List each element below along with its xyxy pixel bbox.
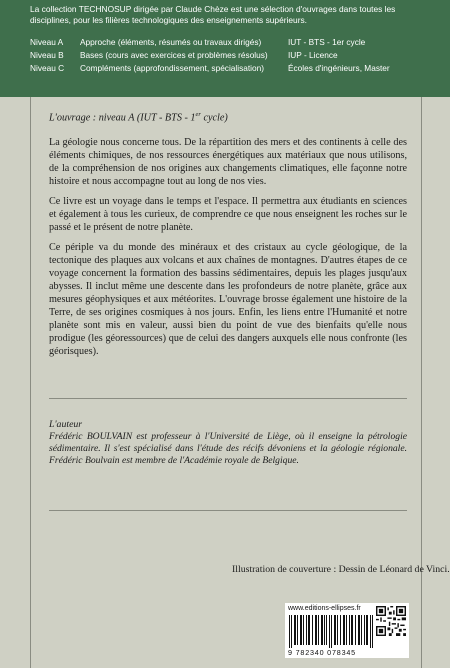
level-description: Approche (éléments, résumés ou travaux dirigés)	[80, 37, 262, 47]
description-paragraph: Ce livre est un voyage dans le temps et l'espace. Il permettra aux étudiants en sciences et également à tous les curieux, de comprendre ce que nous enseignent les roches sur le passé et le présent de notre planète.	[49, 196, 407, 233]
author-bio: Frédéric BOULVAIN est professeur à l'Université de Liège, où il enseigne la pétrologie sédimentaire. Il s'est spécialisé dans l'étude des récifs dévoniens et la géologie régionale. Frédéric Boulvain est membre de l'Académie royale de Belgique.	[49, 431, 407, 466]
level-description: Compléments (approfondissement, spécialisation)	[80, 63, 265, 73]
level-name: Niveau A	[30, 37, 64, 47]
divider	[49, 398, 407, 399]
collection-banner	[0, 0, 450, 97]
level-cycle: IUP - Licence	[288, 50, 338, 60]
level-cycle: IUT - BTS - 1er cycle	[288, 37, 366, 47]
barcode-icon	[288, 615, 374, 648]
level-name: Niveau B	[30, 50, 64, 60]
level-row	[0, 49, 450, 61]
qr-code-icon	[376, 606, 406, 636]
ouvrage-description	[49, 136, 407, 365]
cover-illustration-credit: Illustration de couverture : Dessin de Léonard de Vinci.	[232, 564, 450, 575]
level-row	[0, 36, 450, 48]
ouvrage-heading: L'ouvrage : niveau A (IUT - BTS - 1er cycle)	[49, 111, 228, 124]
isbn-number: 9 782340 078345	[288, 648, 356, 657]
collection-intro: La collection TECHNOSUP dirigée par Claude Chèze est une sélection d'ouvrages dans toutes les disciplines, pour les filières technologiques des enseignements supérieurs.	[30, 4, 396, 25]
level-name: Niveau C	[30, 63, 65, 73]
level-description: Bases (cours avec exercices et problèmes résolus)	[80, 50, 268, 60]
description-paragraph: Ce périple va du monde des minéraux et des cristaux au cycle géologique, de la tectonique des plaques aux volcans et aux chaînes de montagnes. D'autres étapes de ce voyage concernent la formation des bassins sédimentaires, depuis les plages jusqu'aux abysses. Il inclut même une descente dans les profondeurs de notre planète, grâce aux mesures géophysiques et aux météorites. L'ouvrage brosse également une histoire de la Terre, de ses origines cosmiques à nos jours. Enfin, les liens entre l'Humanité et notre planète sont mis en valeur, aussi bien du point de vue des bienfaits qu'elle nous prodigue (les géoressources) que de celui des dangers auxquels elle nous confronte (les géorisques).	[49, 242, 407, 357]
barcode-panel	[285, 603, 409, 658]
description-paragraph: La géologie nous concerne tous. De la répartition des mers et des continents à celle des éléments chimiques, de nos ressources énergétiques aux matériaux que nous utilisons, de la compréhension de nos origines aux changements climatiques, elle façonne notre histoire et nous accompagne tout au long de nos vies.	[49, 137, 407, 187]
divider	[49, 510, 407, 511]
level-row	[0, 62, 450, 74]
author-heading: L'auteur	[49, 419, 83, 430]
publisher-url: www.editions-ellipses.fr	[288, 605, 361, 612]
level-cycle: Écoles d'ingénieurs, Master	[288, 63, 390, 73]
